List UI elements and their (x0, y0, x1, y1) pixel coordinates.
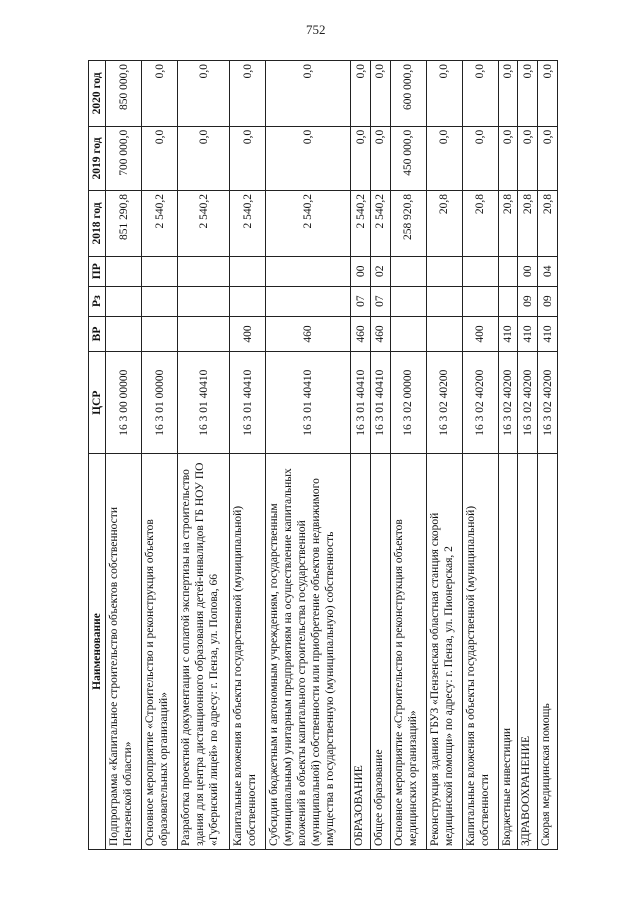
header-2020: 2020 год (89, 61, 106, 127)
cell-name: Бюджетные инвестиции (498, 454, 518, 850)
cell-pr (178, 256, 230, 286)
cell-2019: 0,0 (538, 126, 558, 190)
cell-2019: 0,0 (426, 126, 462, 190)
cell-vr (106, 316, 142, 352)
header-2019: 2019 год (89, 126, 106, 190)
cell-vr: 400 (462, 316, 498, 352)
cell-pr (390, 256, 426, 286)
cell-rz (142, 286, 178, 316)
cell-2018: 2 540,2 (178, 191, 230, 257)
cell-2020: 0,0 (178, 61, 230, 127)
cell-name: Основное мероприятие «Строительство и реконструкция объектов образовательных организаций» (142, 454, 178, 850)
cell-pr (462, 256, 498, 286)
cell-pr: 04 (538, 256, 558, 286)
cell-2019: 0,0 (370, 126, 390, 190)
cell-pr: 00 (518, 256, 538, 286)
cell-vr: 410 (538, 316, 558, 352)
cell-name: Общее образование (370, 454, 390, 850)
cell-name: Основное мероприятие «Строительство и реконструкция объектов медицинских организаций» (390, 454, 426, 850)
cell-pr: 00 (351, 256, 371, 286)
cell-csr: 16 3 01 40410 (266, 352, 351, 454)
cell-2018: 2 540,2 (351, 191, 371, 257)
cell-vr (426, 316, 462, 352)
cell-rz (266, 286, 351, 316)
page-header (0, 0, 640, 40)
cell-vr: 410 (498, 316, 518, 352)
page-number: 752 (306, 22, 326, 37)
table-row (142, 61, 178, 850)
header-pr: ПР (89, 256, 106, 286)
table-row (106, 61, 142, 850)
budget-table-rotated (88, 60, 558, 850)
cell-rz: 07 (370, 286, 390, 316)
cell-pr (106, 256, 142, 286)
cell-name: Капитальные вложения в объекты государственной (муниципальной) собственности (230, 454, 266, 850)
cell-rz (230, 286, 266, 316)
cell-2019: 0,0 (498, 126, 518, 190)
cell-2018: 20,8 (426, 191, 462, 257)
cell-name: Капитальные вложения в объекты государственной (муниципальной) собственности (462, 454, 498, 850)
header-vr: ВР (89, 316, 106, 352)
cell-vr: 460 (351, 316, 371, 352)
cell-rz: 09 (518, 286, 538, 316)
budget-table (88, 60, 558, 850)
cell-pr (230, 256, 266, 286)
table-header-row (89, 61, 106, 850)
cell-2020: 0,0 (230, 61, 266, 127)
cell-2019: 0,0 (230, 126, 266, 190)
table-row (230, 61, 266, 850)
cell-2019: 700 000,0 (106, 126, 142, 190)
cell-2019: 0,0 (266, 126, 351, 190)
cell-csr: 16 3 01 40410 (370, 352, 390, 454)
cell-csr: 16 3 00 00000 (106, 352, 142, 454)
cell-name: Скорая медицинская помощь (538, 454, 558, 850)
cell-2020: 0,0 (370, 61, 390, 127)
cell-2020: 0,0 (518, 61, 538, 127)
cell-2018: 20,8 (498, 191, 518, 257)
cell-rz (462, 286, 498, 316)
cell-2020: 850 000,0 (106, 61, 142, 127)
cell-name: Разработка проектной документации с оплатой экспертизы на строительство здания для центра дистанционного образования детей-инвалидов ГБ НОУ ПО «Губернский лицей» по адресу: г. Пенза, ул. Попова, 66 (178, 454, 230, 850)
cell-name: Субсидии бюджетным и автономным учреждениям, государственным (муниципальным) унитарным предприятиям на осуществление капитальных вложений в объекты капитального строительства государственной (муниципальной) собственности или приобретение объектов недвижимого имущества в государственную (муниципальную) собственность (266, 454, 351, 850)
cell-csr: 16 3 01 40410 (230, 352, 266, 454)
cell-vr: 400 (230, 316, 266, 352)
cell-name: ОБРАЗОВАНИЕ (351, 454, 371, 850)
header-csr: ЦСР (89, 352, 106, 454)
cell-pr (498, 256, 518, 286)
cell-2019: 0,0 (518, 126, 538, 190)
cell-csr: 16 3 02 40200 (518, 352, 538, 454)
cell-csr: 16 3 01 40410 (351, 352, 371, 454)
cell-rz: 07 (351, 286, 371, 316)
table-row (426, 61, 462, 850)
table-row (266, 61, 351, 850)
cell-vr (142, 316, 178, 352)
cell-2018: 851 290,8 (106, 191, 142, 257)
cell-rz (178, 286, 230, 316)
cell-pr (142, 256, 178, 286)
cell-pr (426, 256, 462, 286)
cell-vr: 460 (266, 316, 351, 352)
cell-csr: 16 3 02 40200 (462, 352, 498, 454)
cell-2018: 2 540,2 (230, 191, 266, 257)
cell-rz (106, 286, 142, 316)
table-row (351, 61, 371, 850)
cell-2018: 2 540,2 (142, 191, 178, 257)
cell-2020: 0,0 (462, 61, 498, 127)
table-row (370, 61, 390, 850)
table-row (538, 61, 558, 850)
cell-pr: 02 (370, 256, 390, 286)
cell-pr (266, 256, 351, 286)
cell-2018: 258 920,8 (390, 191, 426, 257)
cell-2019: 450 000,0 (390, 126, 426, 190)
cell-2020: 0,0 (266, 61, 351, 127)
header-rz: Рз (89, 286, 106, 316)
cell-csr: 16 3 02 40200 (498, 352, 518, 454)
cell-name: Подпрограмма «Капитальное строительство объектов собственности Пензенской области» (106, 454, 142, 850)
cell-2019: 0,0 (142, 126, 178, 190)
cell-2020: 0,0 (538, 61, 558, 127)
cell-2018: 2 540,2 (370, 191, 390, 257)
cell-csr: 16 3 02 00000 (390, 352, 426, 454)
cell-rz (498, 286, 518, 316)
cell-name: Реконструкция здания ГБУЗ «Пензенская областная станция скорой медицинской помощи» по адресу: г. Пенза, ул. Пионерская, 2 (426, 454, 462, 850)
cell-2020: 0,0 (426, 61, 462, 127)
cell-2019: 0,0 (351, 126, 371, 190)
cell-csr: 16 3 02 40200 (538, 352, 558, 454)
cell-2020: 0,0 (142, 61, 178, 127)
cell-2018: 20,8 (518, 191, 538, 257)
cell-rz: 09 (538, 286, 558, 316)
cell-vr (390, 316, 426, 352)
cell-vr (178, 316, 230, 352)
cell-csr: 16 3 02 40200 (426, 352, 462, 454)
cell-2020: 0,0 (351, 61, 371, 127)
table-body (106, 61, 558, 850)
table-row (462, 61, 498, 850)
cell-name: ЗДРАВООХРАНЕНИЕ (518, 454, 538, 850)
cell-csr: 16 3 01 00000 (142, 352, 178, 454)
table-row (518, 61, 538, 850)
cell-2018: 20,8 (538, 191, 558, 257)
cell-2020: 600 000,0 (390, 61, 426, 127)
header-2018: 2018 год (89, 191, 106, 257)
cell-csr: 16 3 01 40410 (178, 352, 230, 454)
cell-2019: 0,0 (462, 126, 498, 190)
cell-2018: 2 540,2 (266, 191, 351, 257)
table-row (390, 61, 426, 850)
cell-2019: 0,0 (178, 126, 230, 190)
cell-vr: 460 (370, 316, 390, 352)
header-name: Наименование (89, 454, 106, 850)
cell-vr: 410 (518, 316, 538, 352)
table-row (498, 61, 518, 850)
table-row (178, 61, 230, 850)
cell-rz (390, 286, 426, 316)
cell-2020: 0,0 (498, 61, 518, 127)
cell-rz (426, 286, 462, 316)
cell-2018: 20,8 (462, 191, 498, 257)
